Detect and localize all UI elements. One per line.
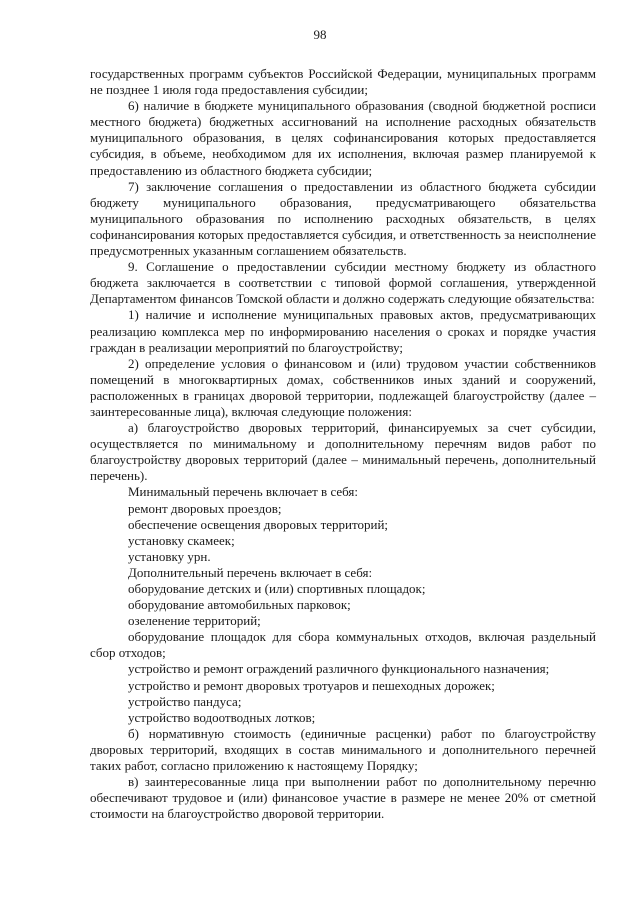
list-item: оборудование детских и (или) спортивных площадок;	[128, 581, 426, 596]
list-item: устройство и ремонт дворовых тротуаров и пешеходных дорожек;	[128, 677, 495, 693]
paragraph: 7) заключение соглашения о предоставлении из областного бюджета субсидии бюджету муниципального образования, предусматривающего обязательства муниципального образования по исполнению расходных обязательств, в целях софинансирования которых предоставляется субсидия, и ответственность за неисполнение предусмотренных указанным соглашением обязательств.	[90, 178, 596, 259]
document-body	[90, 66, 596, 822]
paragraph: в) заинтересованные лица при выполнении работ по дополнительному перечню обеспечивают трудовое и (или) финансовое участие в размере не менее 20% от сметной стоимости на благоустройство дворовой территории.	[90, 774, 596, 822]
list-item: устройство водоотводных лотков;	[128, 709, 316, 725]
list-item: устройство и ремонт ограждений различного функционального назначения;	[128, 661, 550, 677]
list-item: озеленение территорий;	[128, 613, 261, 629]
list-item: Минимальный перечень включает в себя:	[128, 484, 359, 500]
paragraph: 6) наличие в бюджете муниципального образования (сводной бюджетной росписи местного бюджета) бюджетных ассигнований на исполнение расходных обязательств муниципального образования, в целях софинансирования которых предоставляется субсидия, в объеме, необходимом для их исполнения, включая размер планируемой к предоставлению из областного бюджета субсидии;	[90, 98, 596, 178]
paragraph: 2) определение условия о финансовом и (или) трудовом участии собственников помещений в многоквартирных домах, собственников иных зданий и сооружений, расположенных в границах дворовой территории, подлежащей благоустройству (далее – заинтересованные лица), включая следующие положения:	[90, 355, 596, 419]
list-item: Дополнительный перечень включает в себя:	[128, 564, 373, 580]
page-number: 98	[313, 27, 327, 42]
paragraph: 9. Соглашение о предоставлении субсидии местному бюджету из областного бюджета заключается в соответствии с типовой формой соглашения, утвержденной Департаментом финансов Томской области и должно содержать следующие обязательства:	[90, 259, 596, 307]
paragraph: 1) наличие и исполнение муниципальных правовых актов, предусматривающих реализацию комплекса мер по информированию населения о сроках и порядке участия граждан в реализации мероприятий по благоустройству;	[90, 307, 596, 355]
list-item: ремонт дворовых проездов;	[128, 500, 282, 516]
paragraph: государственных программ субъектов Российской Федерации, муниципальных программ не позднее 1 июля года предоставления субсидии;	[90, 66, 596, 98]
list-item: обеспечение освещения дворовых территорий;	[128, 516, 389, 532]
list-item: установку скамеек;	[128, 532, 235, 548]
list-item: устройство пандуса;	[128, 693, 242, 709]
list-item: установку урн.	[128, 548, 211, 564]
paragraph: б) нормативную стоимость (единичные расценки) работ по благоустройству дворовых территорий, входящих в состав минимального и дополнительного перечней таких работ, согласно приложению к настоящему Порядку;	[90, 725, 596, 774]
paragraph: оборудование площадок для сбора коммунальных отходов, включая раздельный сбор отходов;	[90, 629, 596, 661]
list-item: оборудование автомобильных парковок;	[128, 597, 351, 613]
paragraph: а) благоустройство дворовых территорий, финансируемых за счет субсидии, осуществляется по минимальному и дополнительному перечням видов работ по благоустройству дворовых территорий (далее – минимальный перечень, дополнительный перечень).	[90, 420, 596, 484]
